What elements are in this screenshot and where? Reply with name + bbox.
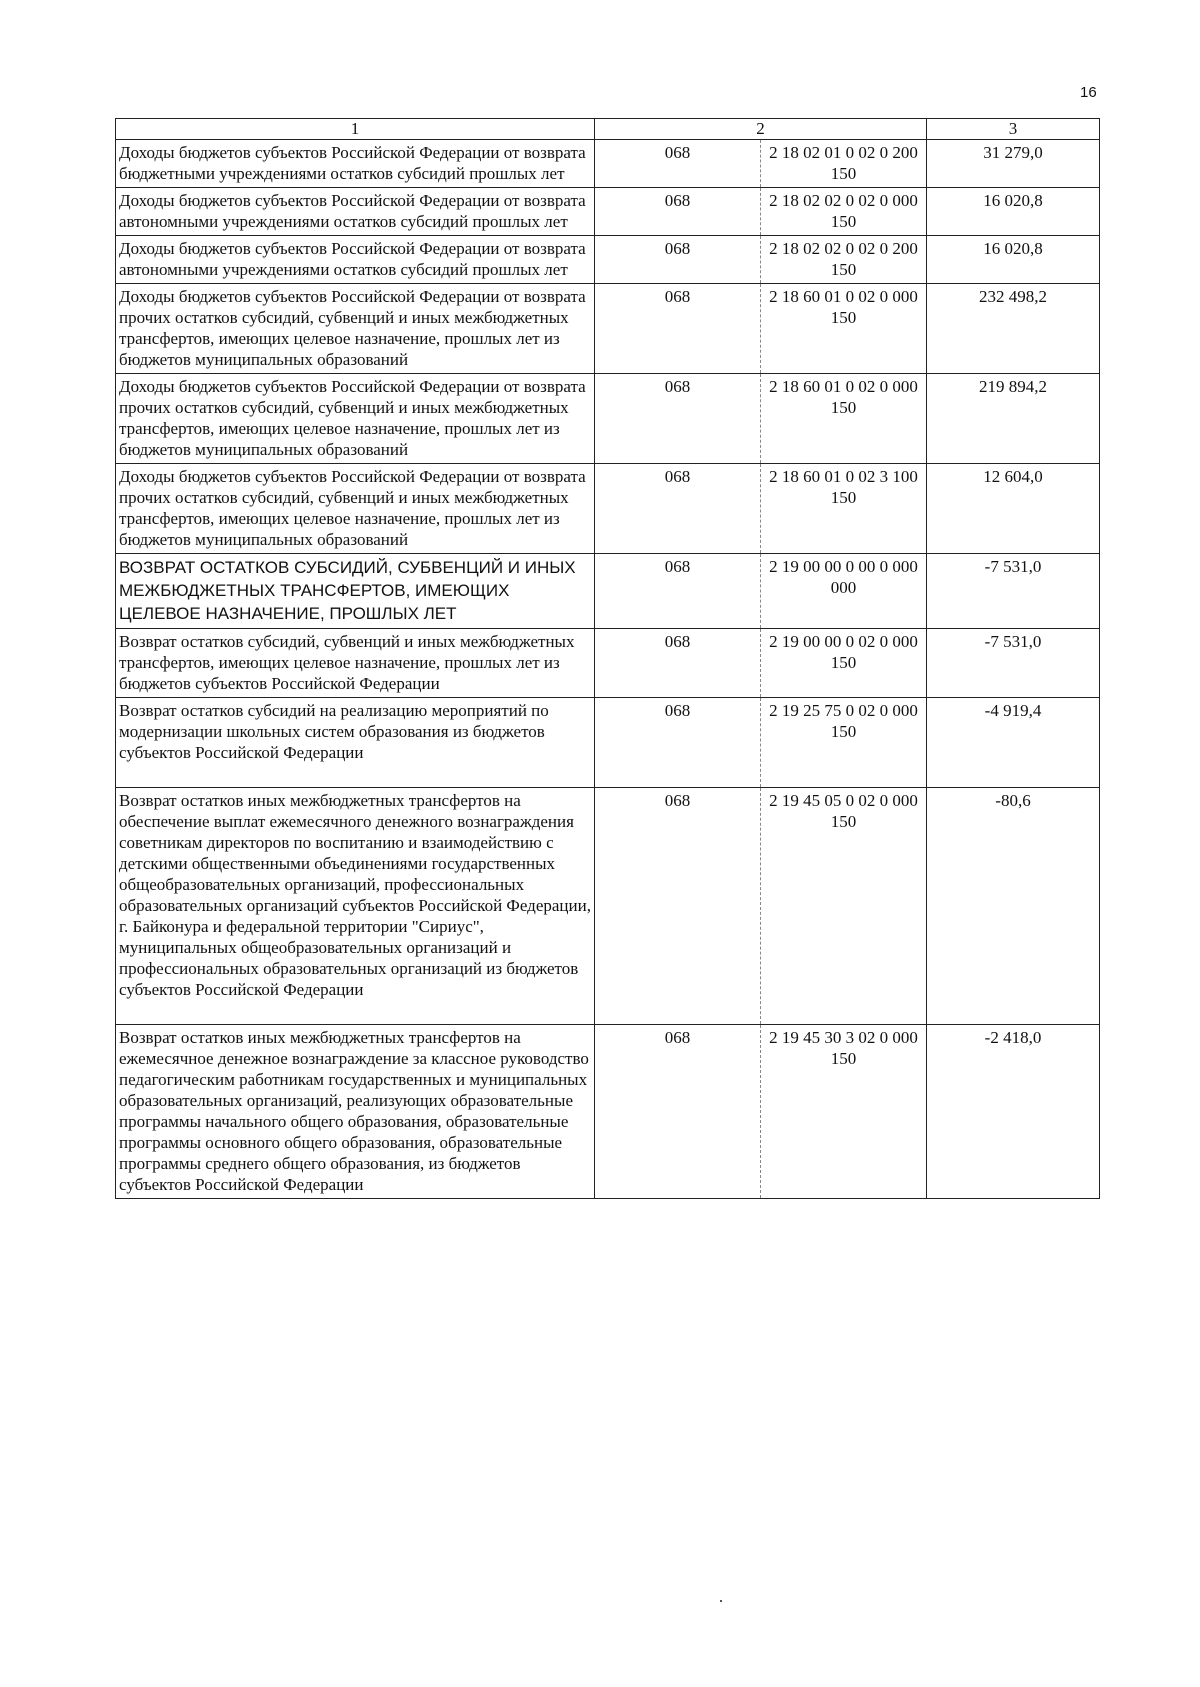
row-description: Доходы бюджетов субъектов Российской Федерации от возврата прочих остатков субсидий, субвенций и иных межбюджетных трансфертов, имеющих целевое назначение, прошлых лет из бюджетов муниципальных образований: [116, 464, 595, 554]
row-description: Возврат остатков иных межбюджетных трансфертов на обеспечение выплат ежемесячного денежного вознаграждения советникам директоров по воспитанию и взаимодействию с детскими общественными объединениями государственных общеобразовательных организаций, профессиональных образовательных организаций субъектов Российской Федерации, г. Байконура и федеральной территории "Сириус", муниципальных общеобразовательных организаций и профессиональных образовательных организаций из бюджетов субъектов Российской Федерации: [116, 788, 595, 1025]
row-budget-code: 2 18 60 01 0 02 3 100 150: [761, 464, 927, 554]
row-admin-code: 068: [595, 788, 761, 1025]
row-admin-code: 068: [595, 236, 761, 284]
table-row: [116, 188, 1100, 236]
table-row: [116, 284, 1100, 374]
row-budget-code: 2 19 00 00 0 02 0 000 150: [761, 629, 927, 698]
row-admin-code: 068: [595, 464, 761, 554]
header-col-3: 3: [927, 119, 1100, 140]
row-admin-code: 068: [595, 698, 761, 788]
header-col-2: 2: [595, 119, 927, 140]
row-budget-code: 2 19 45 30 3 02 0 000 150: [761, 1025, 927, 1199]
table-row: [116, 788, 1100, 1025]
row-description: Доходы бюджетов субъектов Российской Федерации от возврата прочих остатков субсидий, субвенций и иных межбюджетных трансфертов, имеющих целевое назначение, прошлых лет из бюджетов муниципальных образований: [116, 374, 595, 464]
page-number: 16: [1080, 84, 1097, 101]
row-amount: -7 531,0: [927, 554, 1100, 629]
row-budget-code: 2 18 60 01 0 02 0 000 150: [761, 284, 927, 374]
table-row: [116, 464, 1100, 554]
row-description: Возврат остатков иных межбюджетных трансфертов на ежемесячное денежное вознаграждение за классное руководство педагогическим работникам государственных и муниципальных образовательных организаций, реализующих образовательные программы начального общего образования, образовательные программы основного общего образования, образовательные программы среднего общего образования, из бюджетов субъектов Российской Федерации: [116, 1025, 595, 1199]
row-admin-code: 068: [595, 374, 761, 464]
row-amount: -2 418,0: [927, 1025, 1100, 1199]
row-budget-code: 2 18 02 02 0 02 0 200 150: [761, 236, 927, 284]
row-description: Доходы бюджетов субъектов Российской Федерации от возврата автономными учреждениями остатков субсидий прошлых лет: [116, 188, 595, 236]
row-amount: 232 498,2: [927, 284, 1100, 374]
row-description: Доходы бюджетов субъектов Российской Федерации от возврата прочих остатков субсидий, субвенций и иных межбюджетных трансфертов, имеющих целевое назначение, прошлых лет из бюджетов муниципальных образований: [116, 284, 595, 374]
row-description: Доходы бюджетов субъектов Российской Федерации от возврата бюджетными учреждениями остатков субсидий прошлых лет: [116, 140, 595, 188]
row-amount: 16 020,8: [927, 236, 1100, 284]
row-amount: -4 919,4: [927, 698, 1100, 788]
row-admin-code: 068: [595, 629, 761, 698]
table-row: [116, 140, 1100, 188]
row-amount: 31 279,0: [927, 140, 1100, 188]
table-row: [116, 236, 1100, 284]
table-row: [116, 374, 1100, 464]
row-amount: -7 531,0: [927, 629, 1100, 698]
table-row: [116, 698, 1100, 788]
row-amount: -80,6: [927, 788, 1100, 1025]
row-admin-code: 068: [595, 554, 761, 629]
row-description: Доходы бюджетов субъектов Российской Федерации от возврата автономными учреждениями остатков субсидий прошлых лет: [116, 236, 595, 284]
row-admin-code: 068: [595, 140, 761, 188]
header-col-1: 1: [116, 119, 595, 140]
row-admin-code: 068: [595, 1025, 761, 1199]
table-header-row: [116, 119, 1100, 140]
scan-speck: [720, 1600, 722, 1602]
row-amount: 12 604,0: [927, 464, 1100, 554]
row-description: Возврат остатков субсидий, субвенций и иных межбюджетных трансфертов, имеющих целевое назначение, прошлых лет из бюджетов субъектов Российской Федерации: [116, 629, 595, 698]
row-amount: 219 894,2: [927, 374, 1100, 464]
row-budget-code: 2 18 60 01 0 02 0 000 150: [761, 374, 927, 464]
row-amount: 16 020,8: [927, 188, 1100, 236]
table-row: [116, 629, 1100, 698]
table-row: [116, 554, 1100, 629]
row-budget-code: 2 19 00 00 0 00 0 000 000: [761, 554, 927, 629]
row-description: Возврат остатков субсидий на реализацию мероприятий по модернизации школьных систем образования из бюджетов субъектов Российской Федерации: [116, 698, 595, 788]
row-description: ВОЗВРАТ ОСТАТКОВ СУБСИДИЙ, СУБВЕНЦИЙ И ИНЫХ МЕЖБЮДЖЕТНЫХ ТРАНСФЕРТОВ, ИМЕЮЩИХ ЦЕЛЕВОЕ НАЗНАЧЕНИЕ, ПРОШЛЫХ ЛЕТ: [116, 554, 595, 629]
table-row: [116, 1025, 1100, 1199]
row-budget-code: 2 19 45 05 0 02 0 000 150: [761, 788, 927, 1025]
budget-revenue-table: [115, 118, 1100, 1199]
row-budget-code: 2 18 02 01 0 02 0 200 150: [761, 140, 927, 188]
row-admin-code: 068: [595, 188, 761, 236]
row-budget-code: 2 19 25 75 0 02 0 000 150: [761, 698, 927, 788]
row-admin-code: 068: [595, 284, 761, 374]
row-budget-code: 2 18 02 02 0 02 0 000 150: [761, 188, 927, 236]
